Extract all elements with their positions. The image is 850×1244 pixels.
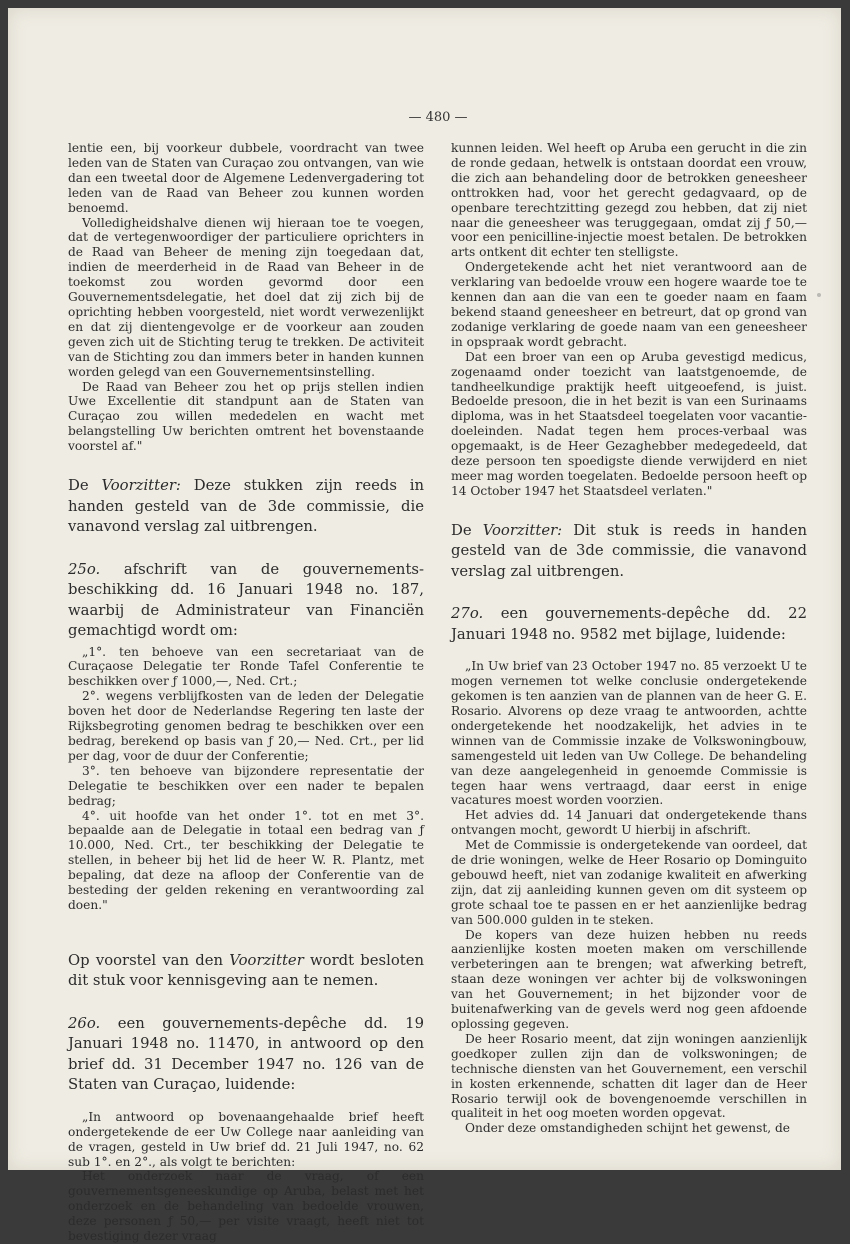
paragraph: Het onderzoek naar de vraag, of een gouvernementsgeneeskundige op Aruba, belast met het onderzoek en de behandeling van bedoelde vrouwen, deze personen ƒ 50,— per visite vraagt, heeft niet tot bevestiging dezer vraag [68, 1169, 424, 1244]
paragraph: 2°. wegens verblijfkosten van de leden der Delegatie boven het door de Nederlandse Regering ten laste der Rijksbegroting genomen bedrag te beschikken over een bedrag, berekend op basis van ƒ 20,— Ned. Crt., per lid per dag, voor de duur der Conferentie; [68, 689, 424, 763]
paragraph: kunnen leiden. Wel heeft op Aruba een gerucht in die zin de ronde gedaan, hetwelk is ontstaan doordat een vrouw, die zich aan behandeling door de betrokken geneesheer onttrokken had, voor het gerecht gedagvaard, op de openbare terechtzitting gezegd zou hebben, dat zij niet naar die geneesheer was teruggegaan, omdat zij ƒ 50,— voor een penicilline-injectie moest betalen. De betrokken arts ontkent dit echter ten stelligste. [451, 141, 807, 260]
paragraph: Dat een broer van een op Aruba gevestigd medicus, zogenaamd onder toezicht van laatstgenoemde, de tandheelkundige praktijk heeft uitgeoefend, is juist. Bedoelde presoon, die in het bezit is van een Surinaams diploma, was in het Staatsdeel toegelaten voor vacantie-doeleinden. Nadat tegen hem proces-verbaal was opgemaakt, is de Heer Gezaghebber medegedeeld, dat deze persoon ten spoedigste diende verwijderd en niet meer mag worden toegelaten. Bedoelde persoon heeft op 14 October 1947 het Staatsdeel verlaten." [451, 349, 807, 498]
paragraph: lentie een, bij voorkeur dubbele, voordracht van twee leden van de Staten van Curaçao zou ontvangen, van wie dan een tweetal door de Algemene Ledenvergadering tot leden van de Raad van Beheer zou kunnen worden benoemd. [68, 141, 424, 215]
chair-label: Voorzitter: [482, 521, 563, 539]
left-column [68, 141, 424, 1244]
paragraph: Onder deze omstandigheden schijnt het gewenst, de [465, 1121, 791, 1136]
paragraph: De Raad van Beheer zou het op prijs stellen indien Uwe Excellentie dit standpunt aan de Staten van Curaçao zou willen mededelen en wacht met belangstelling Uw berichten omtrent het bovenstaande voorstel af." [68, 379, 424, 454]
item-number: 27o. [451, 605, 484, 623]
chair-label: Voorzitter [229, 951, 304, 969]
paragraph: Volledigheidshalve dienen wij hieraan toe te voegen, dat de vertegenwoordiger der particuliere oprichters in de Raad van Beheer de mening zijn toegedaan dat, indien de meerderheid in de Raad van Beheer in de toekomst zou worden gevormd door een Gouvernementsdelegatie, het doel dat zij zich bij de oprichting hebben voorgesteld, niet wordt verwezenlijkt en dat zij dientengevolge er de voorkeur aan zouden geven zich uit de Stichting terug te trekken. De activiteit van de Stichting zou dan immers beter in handen kunnen worden gelegd van een Gouvernementsinstelling. [68, 215, 424, 379]
paragraph: „1°. ten behoeve van een secretariaat van de Curaçaose Delegatie ter Ronde Tafel Conferentie te beschikken over ƒ 1000,—, Ned. Crt.; [68, 644, 424, 689]
paragraph: De heer Rosario meent, dat zijn woningen aanzienlijk goedkoper zullen zijn dan de volkswoningen; de technische diensten van het Gouvernement, een verschil in kosten erkennende, schatten dit lager dan de Heer Rosario terwijl ook de bovengenoemde verschillen in qualiteit in het oog moeten worden opgevat. [451, 1031, 807, 1121]
chair-statement: De Voorzitter: Dit stuk is reeds in handen gesteld van de 3de commissie, die vanavond verslag zal uitbrengen. [451, 521, 807, 580]
paragraph: Het advies dd. 14 Januari dat ondergetekende thans ontvangen mocht, gewordt U hierbij in afschrift. [451, 808, 807, 838]
document-page [8, 8, 841, 1244]
chair-label: Voorzitter: [101, 477, 181, 495]
paragraph: „In Uw brief van 23 October 1947 no. 85 verzoekt U te mogen vernemen tot welke conclusie ondergetekende gekomen is ten aanzien van de plannen van de heer G. E. Rosario. Alvorens op deze vraag te antwoorden, achtte ondergetekende het noodzakelijk, het advies in te winnen van de Commissie inzake de Volkswoningbouw, samengesteld uit leden van Uw College. De behandeling van deze aangelegenheid in genoemde Commissie is tegen haar wens vertraagd, daar eerst in enige vacatures moest worden voorzien. [451, 659, 807, 808]
paragraph: Met de Commissie is ondergetekende van oordeel, dat de drie woningen, welke de Heer Rosario op Dominguito gebouwd heeft, niet van zodanige kwaliteit en afwerking zijn, dat zij aanleiding kunnen geven om dit systeem op grote schaal toe te passen en er het aanzienlijke bedrag van 500.000 gulden in te steken. [451, 838, 807, 927]
paper-mark [817, 293, 821, 297]
right-column [451, 141, 807, 1136]
agenda-item-25: 25o. afschrift van de gouvernements-beschikking dd. 16 Januari 1948 no. 187, waarbij de Administrateur van Financiën gemachtigd wordt om: [68, 560, 424, 640]
page-number: — 480 — [408, 110, 468, 125]
agenda-item-26: 26o. een gouvernements-depêche dd. 19 Januari 1948 no. 11470, in antwoord op den brief dd. 31 December 1947 no. 126 van de Staten van Curaçao, luidende: [68, 1014, 424, 1094]
agenda-item-27: 27o. een gouvernements-depêche dd. 22 Januari 1948 no. 9582 met bijlage, luidende: [451, 605, 807, 643]
proposal-statement: Op voorstel van den Voorzitter wordt besloten dit stuk voor kennisgeving aan te nemen. [68, 951, 424, 990]
paragraph: 3°. ten behoeve van bijzondere representatie der Delegatie te beschikken over een nader te bepalen bedrag; [68, 763, 424, 808]
paragraph: 4°. uit hoofde van het onder 1°. tot en met 3°. bepaalde aan de Delegatie in totaal een bedrag van ƒ 10.000, Ned. Crt., ter beschikking der Delegatie te stellen, in beheer bij het lid de heer W. R. Plantz, met bepaling, dat deze na afloop der Conferentie van de besteding der gelden rekening en verantwoording zal doen." [68, 808, 424, 912]
paragraph: De kopers van deze huizen hebben nu reeds aanzienlijke kosten moeten maken om verschillende verbeteringen aan te brengen; wat afwerking betreft, staan deze woningen ver achter bij de volkswoningen van het Gouvernement; in het bijzonder voor de buitenafwerking van de gevels werd nog geen afdoende oplossing gegeven. [451, 927, 807, 1031]
item-number: 26o. [68, 1014, 101, 1032]
item-number: 25o. [68, 560, 101, 578]
chair-statement: De Voorzitter: Deze stukken zijn reeds in handen gesteld van de 3de commissie, die vanavond verslag zal uitbrengen. [68, 477, 424, 536]
paragraph: Ondergetekende acht het niet verantwoord aan de verklaring van bedoelde vrouw een hogere waarde toe te kennen dan aan die van een te goeder naam en faam bekend staand geneesheer en betreurt, dat op grond van zodanige verklaring de goede naam van een geneesheer in opspraak wordt gebracht. [451, 260, 807, 349]
paragraph: „In antwoord op bovenaangehaalde brief heeft ondergetekende de eer Uw College naar aanleiding van de vragen, gesteld in Uw brief dd. 21 Juli 1947, no. 62 sub 1°. en 2°., als volgt te berichten: [68, 1109, 424, 1169]
